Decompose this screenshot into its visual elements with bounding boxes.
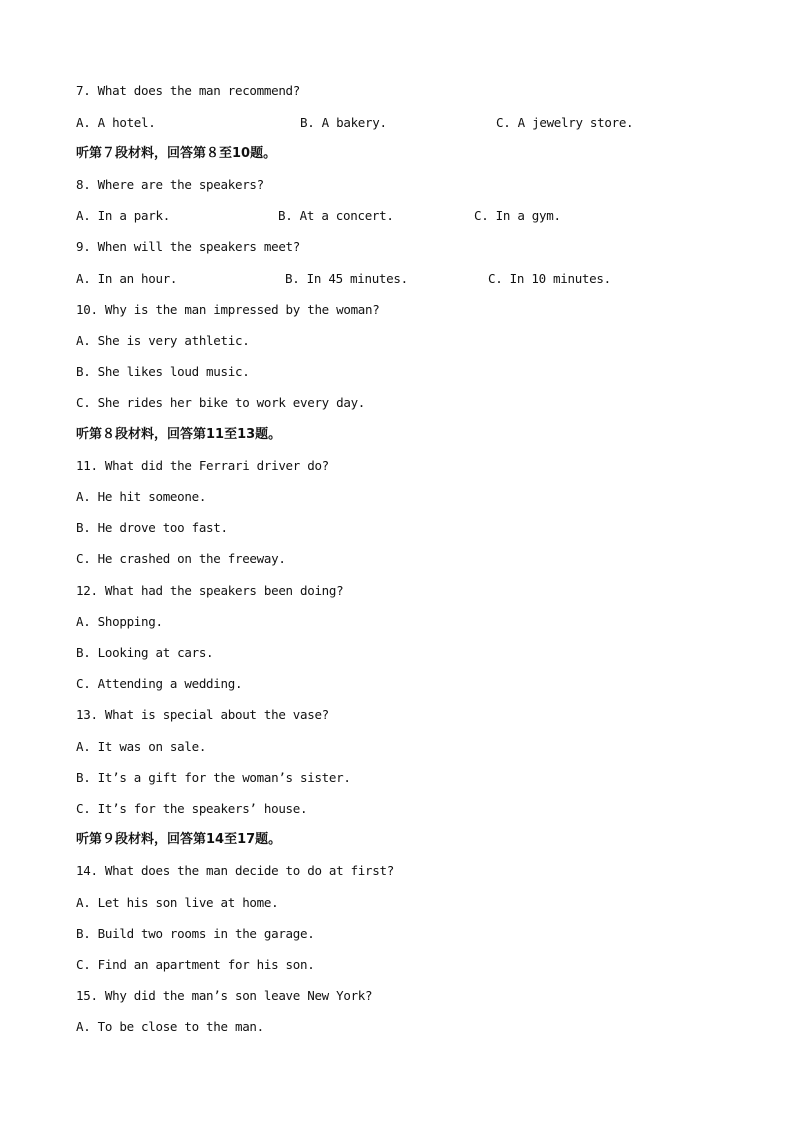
question-15: 15. Why did the man’s son leave New York? — [76, 988, 373, 1003]
option-b: B. A bakery. — [300, 115, 387, 130]
option-b: B. Build two rooms in the garage. — [76, 926, 315, 941]
question-11: 11. What did the Ferrari driver do? — [76, 458, 329, 473]
question-10: 10. Why is the man impressed by the woman? — [76, 302, 380, 317]
question-8: 8. Where are the speakers? — [76, 177, 264, 192]
question-7: 7. What does the man recommend? — [76, 83, 300, 98]
option-a: A. He hit someone. — [76, 489, 207, 504]
section-heading-9: 听第９段材料，回答第14至17题。 — [76, 832, 282, 847]
option-a: A. Let his son live at home. — [76, 895, 279, 910]
option-a: A. Shopping. — [76, 614, 163, 629]
question-9: 9. When will the speakers meet? — [76, 239, 300, 254]
option-c: C. Attending a wedding. — [76, 676, 243, 691]
option-a: A. A hotel. — [76, 115, 156, 130]
options-row-q8 — [76, 206, 561, 226]
option-c: C. Find an apartment for his son. — [76, 957, 315, 972]
section-heading-7: 听第７段材料，回答第８至10题。 — [76, 146, 277, 161]
option-b: B. It’s a gift for the woman’s sister. — [76, 770, 351, 785]
option-b: B. He drove too fast. — [76, 520, 228, 535]
option-c: C. A jewelry store. — [496, 115, 634, 130]
option-b: B. She likes loud music. — [76, 364, 250, 379]
option-a: A. In an hour. — [76, 271, 178, 286]
section-heading-8: 听第８段材料，回答第11至13题。 — [76, 427, 282, 442]
options-row-q9 — [76, 269, 611, 289]
question-14: 14. What does the man decide to do at first? — [76, 863, 394, 878]
option-c: C. She rides her bike to work every day. — [76, 395, 366, 410]
option-b: B. Looking at cars. — [76, 645, 214, 660]
option-b: B. At a concert. — [278, 208, 394, 223]
option-c: C. It’s for the speakers’ house. — [76, 801, 308, 816]
option-c: C. He crashed on the freeway. — [76, 551, 286, 566]
options-row-q7 — [76, 113, 634, 133]
option-a: A. It was on sale. — [76, 739, 207, 754]
question-12: 12. What had the speakers been doing? — [76, 583, 344, 598]
option-a: A. She is very athletic. — [76, 333, 250, 348]
option-a: A. In a park. — [76, 208, 170, 223]
question-13: 13. What is special about the vase? — [76, 707, 329, 722]
option-a: A. To be close to the man. — [76, 1019, 264, 1034]
option-b: B. In 45 minutes. — [285, 271, 408, 286]
option-c: C. In a gym. — [474, 208, 561, 223]
option-c: C. In 10 minutes. — [488, 271, 611, 286]
